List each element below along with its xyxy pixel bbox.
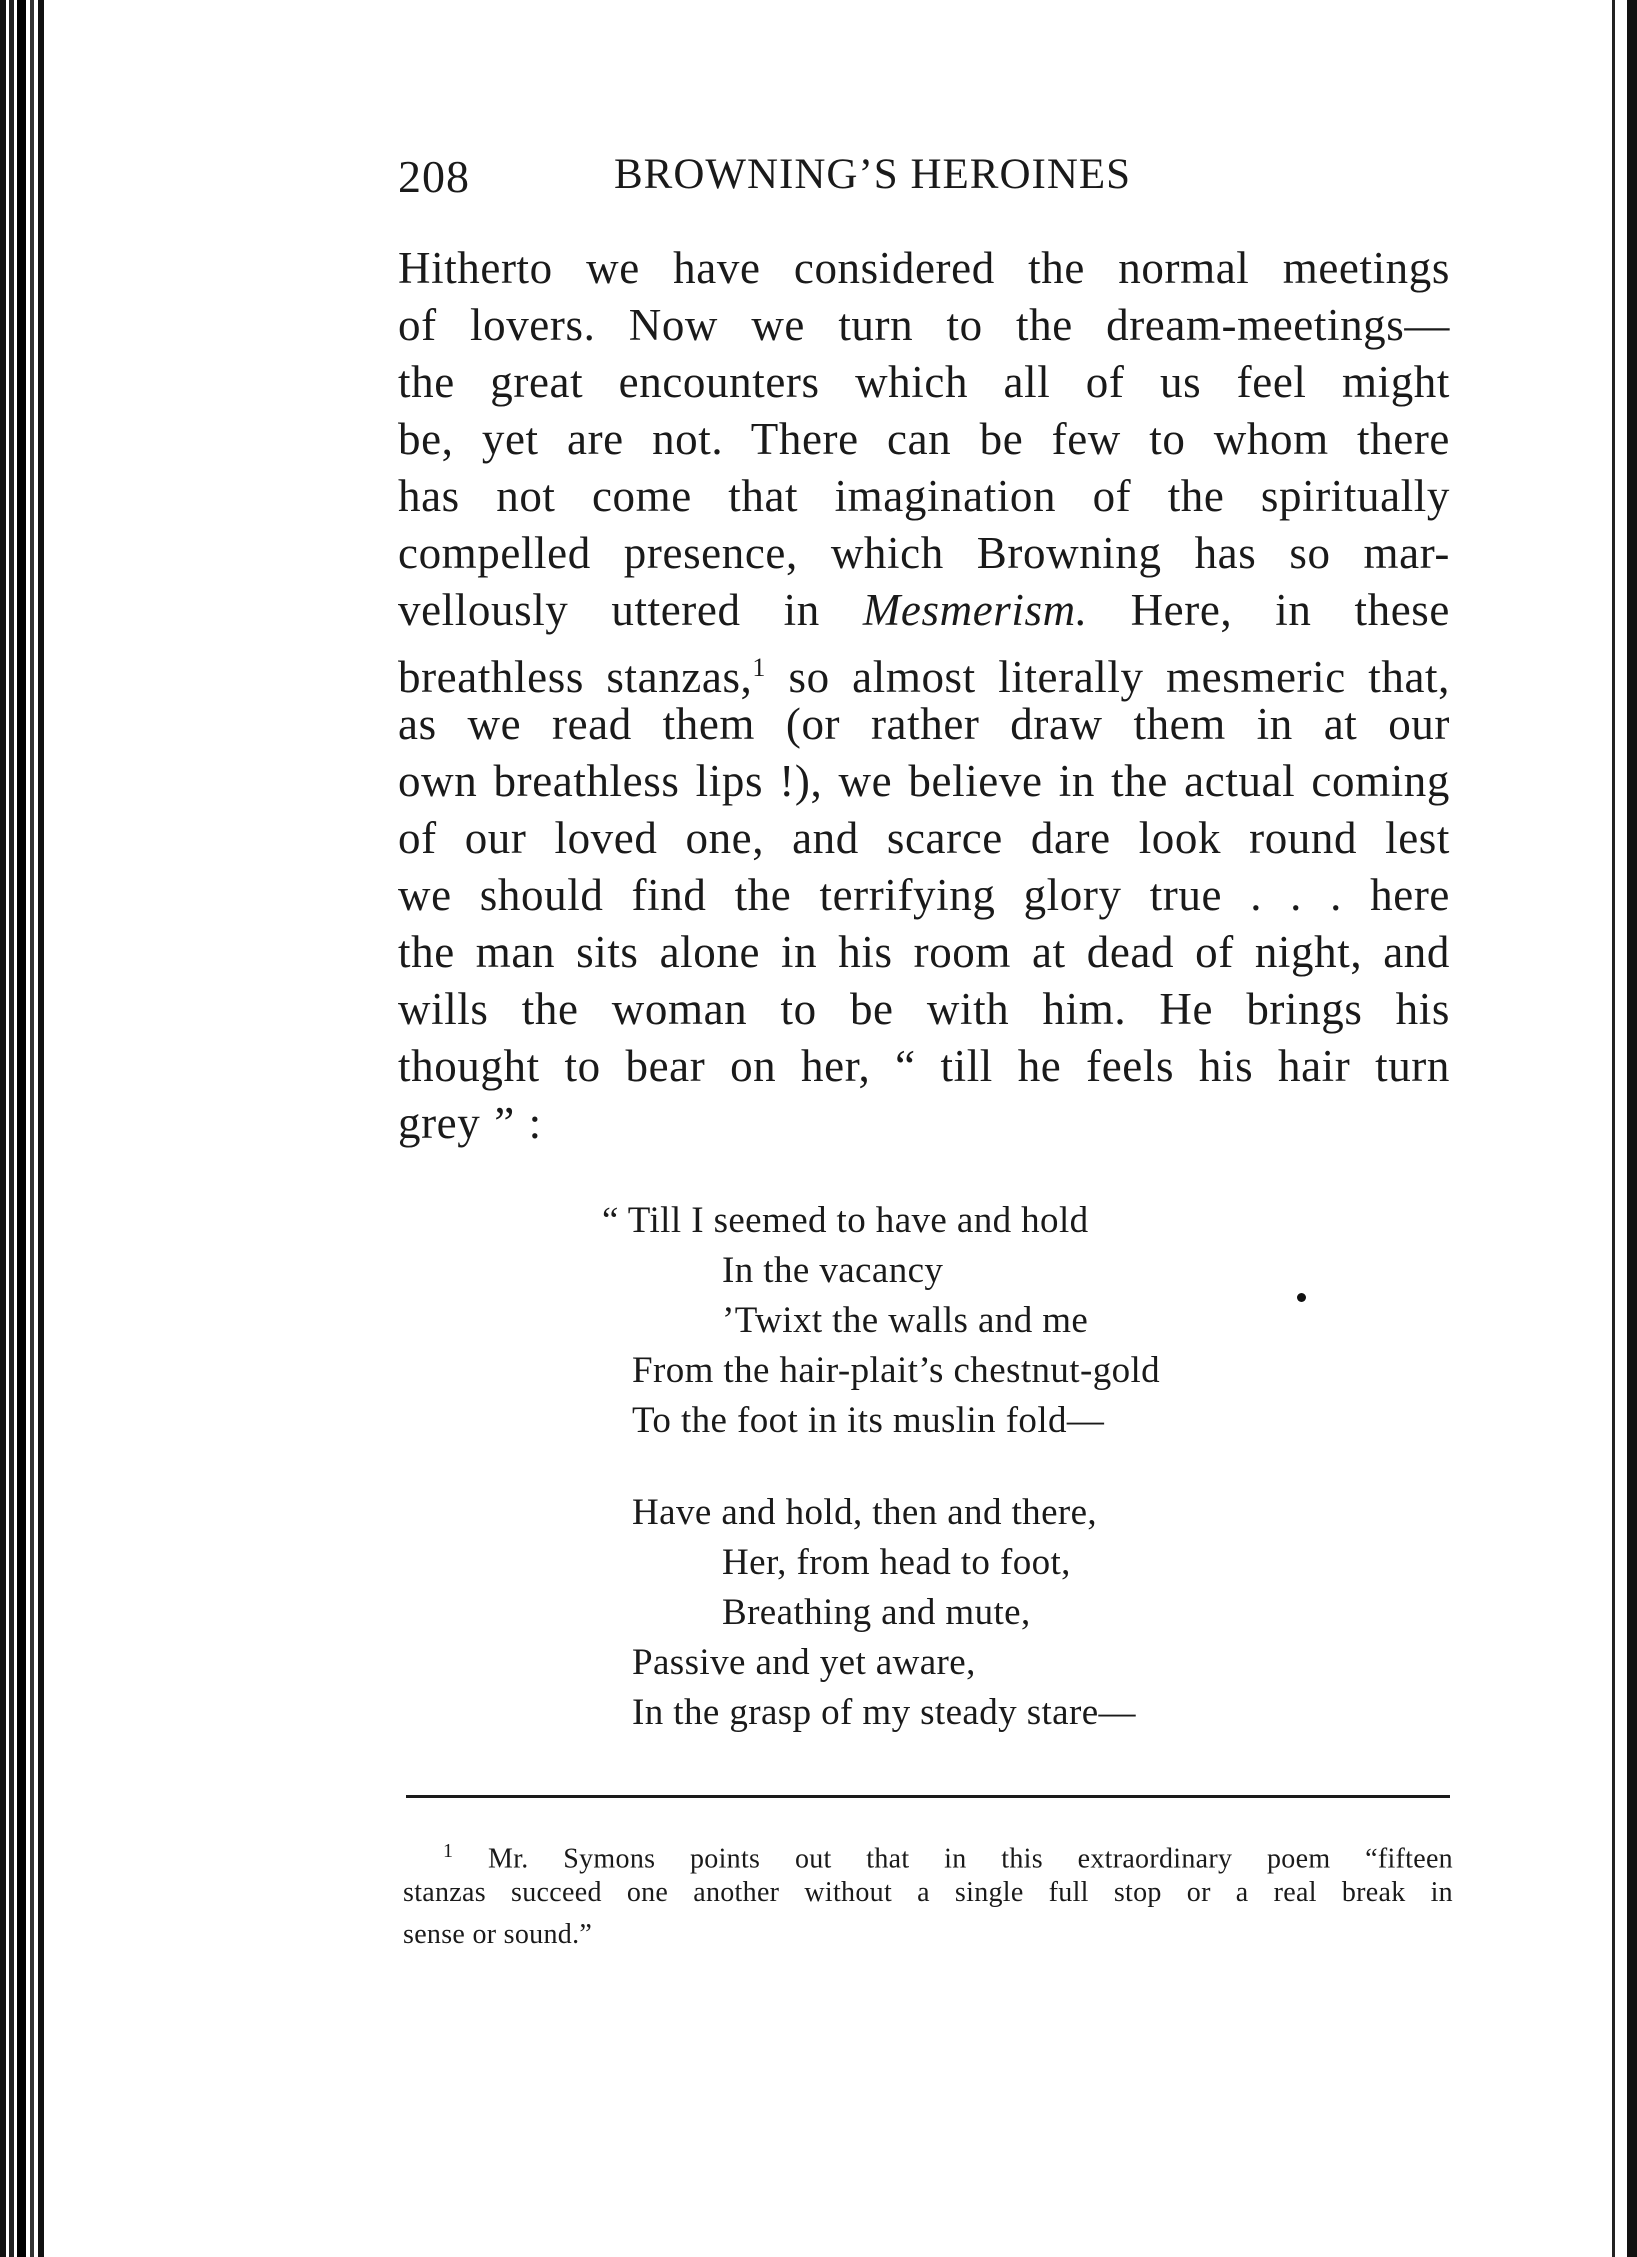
body-line: thought to bear on her, “ till he feels his hair turn xyxy=(398,1041,1450,1091)
body-line: be, yet are not. There can be few to whom there xyxy=(398,414,1450,464)
page-header xyxy=(398,150,1448,210)
body-line: of our loved one, and scarce dare look round lest xyxy=(398,813,1450,863)
footnote-text: Mr. Symons points out that in this extraordinary poem “fifteen xyxy=(488,1843,1453,1875)
poem-line: ’Twixt the walls and me xyxy=(722,1300,1089,1341)
poem-line: In the grasp of my steady stare— xyxy=(632,1692,1136,1733)
body-line: compelled presence, which Browning has so mar- xyxy=(398,528,1450,578)
body-line-with-title xyxy=(398,582,1450,639)
body-line: we should find the terrifying glory true . . . here xyxy=(398,870,1450,920)
poem-line: Passive and yet aware, xyxy=(632,1642,976,1683)
body-line: the man sits alone in his room at dead of night, and xyxy=(398,927,1450,977)
line-text: vellously uttered in xyxy=(398,585,863,635)
poem-quotation xyxy=(602,1196,1372,1780)
footnote-rule xyxy=(406,1795,1450,1798)
footnote-reference[interactable]: 1 xyxy=(752,653,767,682)
poem-line: Have and hold, then and there, xyxy=(632,1492,1098,1533)
body-line: grey ” : xyxy=(398,1098,542,1148)
line-text: breathless stanzas, xyxy=(398,652,753,702)
body-line-with-footnote-ref xyxy=(398,639,1450,702)
poem-line: Her, from head to foot, xyxy=(722,1542,1071,1583)
running-head: BROWNING’S HEROINES xyxy=(614,151,1132,198)
ink-speck xyxy=(1297,1293,1306,1302)
body-line: has not come that imagination of the spiritually xyxy=(398,471,1450,521)
line-text: Here, in these xyxy=(1087,585,1450,635)
poem-stanza xyxy=(602,1196,1372,1446)
body-line: as we read them (or rather draw them in at our xyxy=(398,699,1450,749)
poem-line: To the foot in its muslin fold— xyxy=(632,1400,1105,1441)
body-line: own breathless lips !), we believe in the actual coming xyxy=(398,756,1450,806)
line-text: so almost literally mesmeric that, xyxy=(766,652,1450,702)
footnote-line: sense or sound.” xyxy=(403,1919,593,1950)
footnote xyxy=(403,1830,1453,1956)
body-line: of lovers. Now we turn to the dream-meetings— xyxy=(398,300,1450,350)
body-paragraph xyxy=(398,240,1450,1152)
body-line: Hitherto we have considered the normal meetings xyxy=(398,243,1450,293)
body-line: wills the woman to be with him. He brings his xyxy=(398,984,1450,1034)
body-line: the great encounters which all of us feel might xyxy=(398,357,1450,407)
poem-line: “ Till I seemed to have and hold xyxy=(602,1200,1089,1241)
page-right-edge-line xyxy=(1612,0,1615,2257)
page-right-edge xyxy=(1623,0,1637,2257)
poem-stanza xyxy=(632,1488,1372,1738)
poem-title-italic: Mesmerism. xyxy=(862,585,1088,635)
poem-line: Breathing and mute, xyxy=(722,1592,1031,1633)
page-number: 208 xyxy=(398,151,470,202)
poem-line: From the hair-plait’s chestnut-gold xyxy=(632,1350,1161,1391)
poem-line: In the vacancy xyxy=(722,1250,944,1291)
footnote-line xyxy=(403,1830,1453,1875)
footnote-line: stanzas succeed one another without a single full stop or a real break in xyxy=(403,1877,1453,1908)
book-spine-edge xyxy=(0,0,52,2257)
footnote-marker: 1 xyxy=(443,1840,454,1862)
